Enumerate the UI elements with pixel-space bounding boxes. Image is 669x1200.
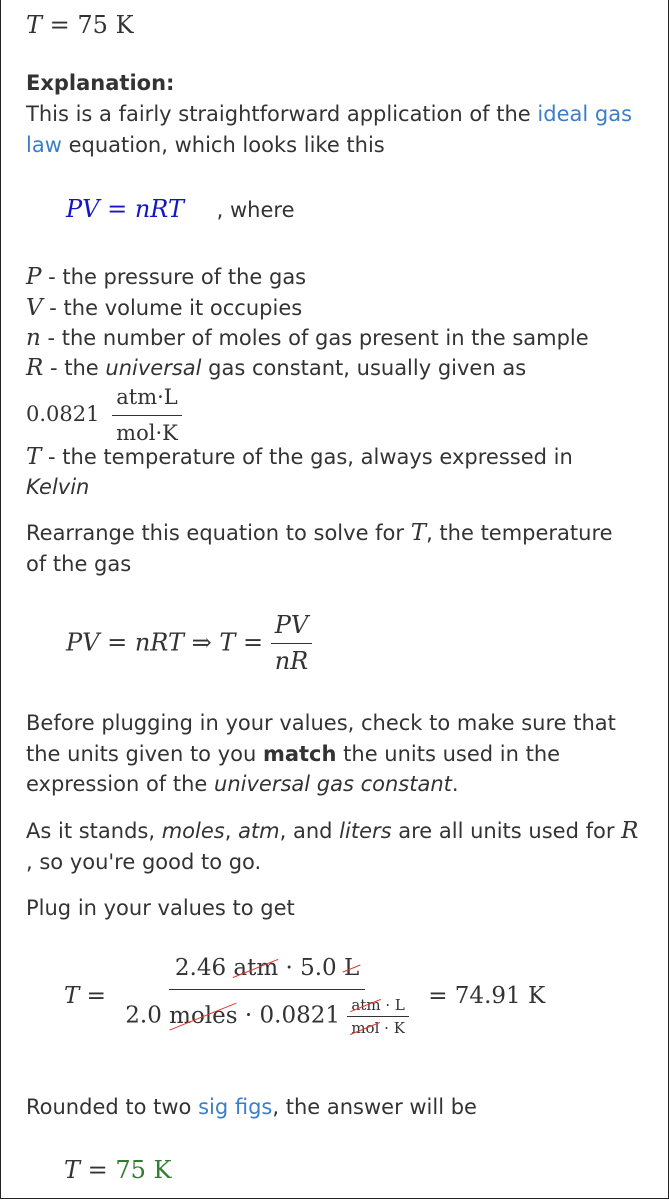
- final-answer: T = 75 K: [64, 1156, 172, 1184]
- law-link[interactable]: law: [26, 133, 62, 157]
- def-p: P - the pressure of the gas: [26, 264, 307, 290]
- r-constant: 0.0821 $\frac{\text{atm·L}}{\text{mol·K}}$: [26, 382, 182, 449]
- intro-line-2: law equation, which looks like this: [26, 133, 385, 157]
- cancel-moles: moles: [169, 1002, 238, 1029]
- explanation-heading: Explanation:: [26, 71, 175, 95]
- check-line-2: the units given to you match the units used in the: [26, 742, 561, 766]
- rounded-line: Rounded to two sig figs, the answer will be: [26, 1095, 477, 1119]
- result-value: = 74.91 K: [428, 983, 546, 1009]
- cancel-atm: atm: [233, 955, 279, 981]
- rearrange-line-2: of the gas: [26, 552, 132, 576]
- stands-line-2: , so you're good to go.: [26, 850, 262, 874]
- intro-line-1: This is a fairly straightforward application of the ideal gas: [26, 102, 633, 126]
- check-line-1: Before plugging in your values, check to make sure that: [26, 711, 616, 735]
- cancel-l: L: [344, 955, 360, 981]
- stands-line-1: As it stands, moles, atm, and liters are all units used for R: [26, 818, 639, 844]
- def-n: n - the number of moles of gas present in the sample: [26, 325, 589, 351]
- rearranged-equation: PV = nRT ⇒ T = $\frac{PV}{nR}$: [66, 610, 312, 677]
- ideal-gas-link[interactable]: ideal gas: [537, 102, 633, 126]
- sig-figs-link[interactable]: sig figs: [198, 1095, 273, 1119]
- rearrange-line-1: Rearrange this equation to solve for T, the temperature: [26, 520, 613, 546]
- def-t: T - the temperature of the gas, always expressed in: [26, 444, 573, 470]
- calculation-equation: T = 2.46 atm · 5.0 L 2.0 moles · 0.0821 $\frac{\text{atm · L}}{\text{mol · K}}$ = 74.91 K: [64, 955, 546, 1037]
- check-line-3: expression of the universal gas constant.: [26, 772, 459, 796]
- ideal-gas-equation: PV = nRT , where: [66, 195, 295, 223]
- def-r: R - the universal gas constant, usually given as: [26, 355, 527, 381]
- def-v: V - the volume it occupies: [26, 295, 303, 321]
- top-answer: T = 75 K: [26, 11, 134, 39]
- kelvin-text: Kelvin: [26, 475, 90, 499]
- plug-text: Plug in your values to get: [26, 896, 295, 920]
